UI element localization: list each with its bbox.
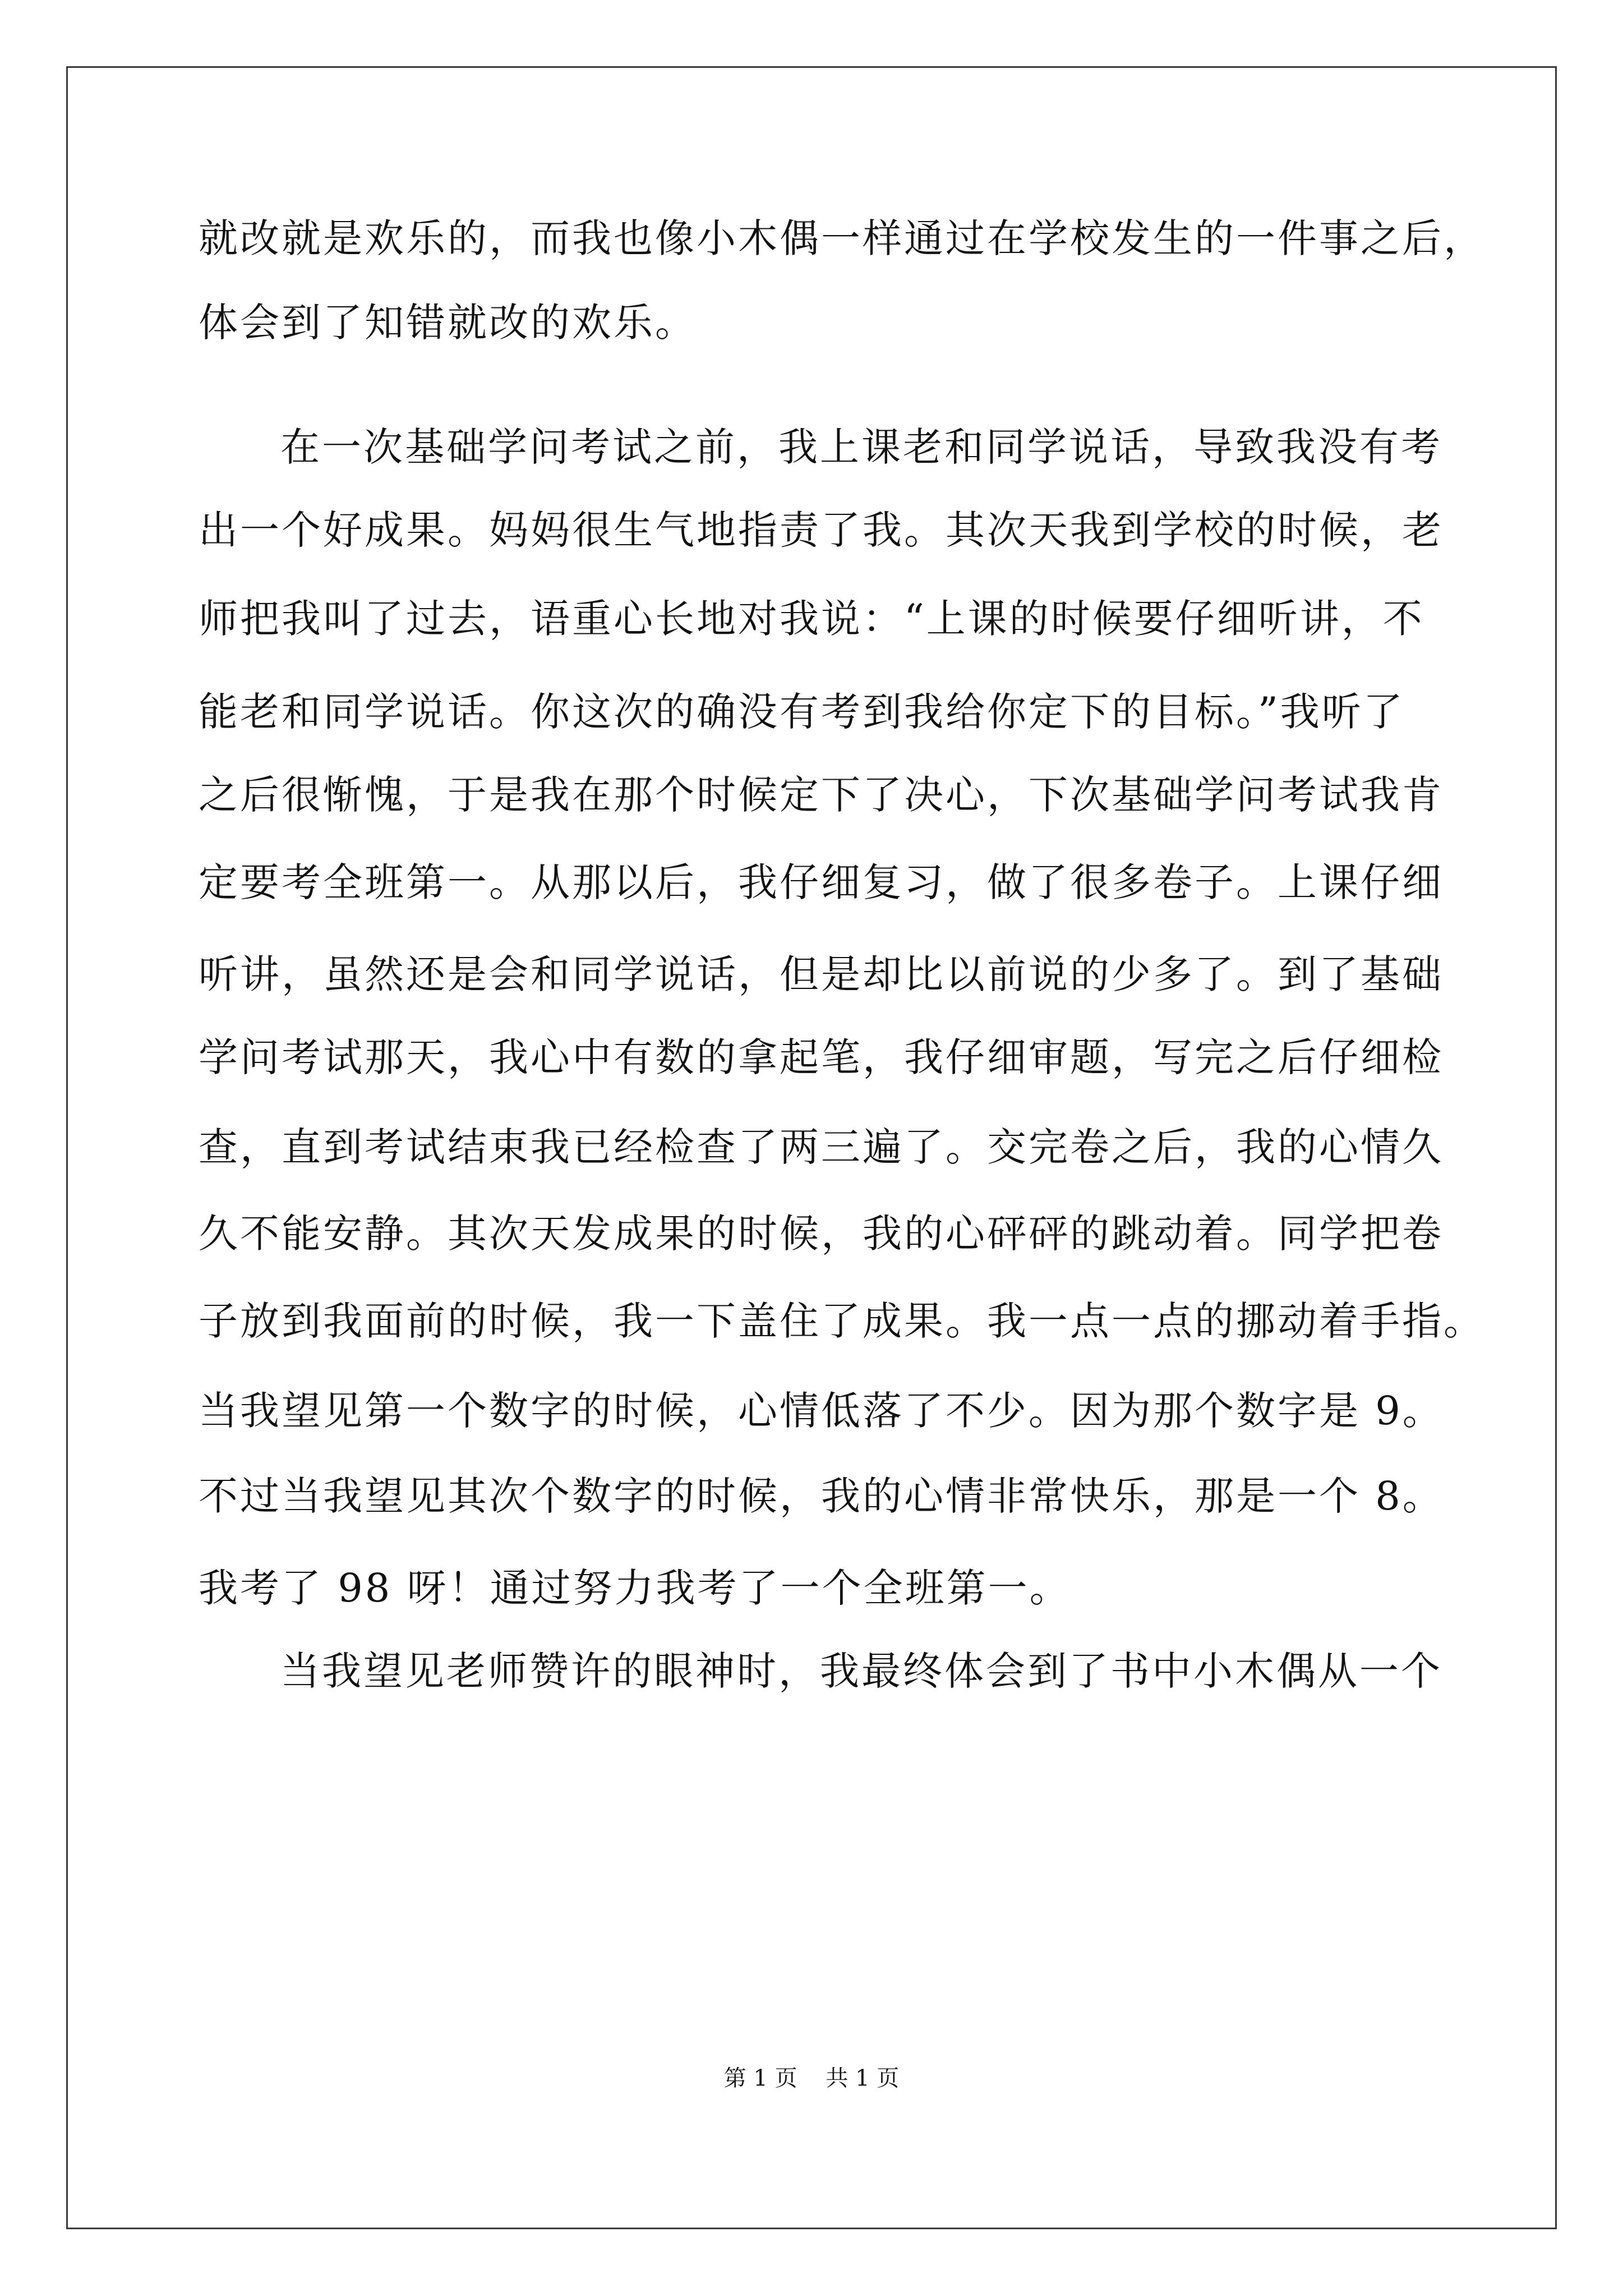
text-line: 师把我叫了过去，语重心长地对我说：“上课的时候要仔细听讲，不 xyxy=(199,596,1424,642)
text-line: 不过当我望见其次个数字的时候，我的心情非常快乐，那是一个 8。 xyxy=(199,1473,1444,1519)
text-line: 定要考全班第一。从那以后，我仔细复习，做了很多卷子。上课仔细 xyxy=(199,859,1444,905)
text-line: 出一个好成果。妈妈很生气地指责了我。其次天我到学校的时候，老 xyxy=(199,507,1444,553)
text-line: 能老和同学说话。你这次的确没有考到我给你定下的目标。”我听了 xyxy=(199,689,1405,735)
text-line: 体会到了知错就改的欢乐。 xyxy=(199,300,697,346)
text-line: 听讲，虽然还是会和同学说话，但是却比以前说的少多了。到了基础 xyxy=(199,951,1444,997)
paragraph-start-line: 当我望见老师赞许的眼神时，我最终体会到了书中小木偶从一个 xyxy=(280,1648,1442,1694)
text-line: 我考了 98 呀！通过努力我考了一个全班第一。 xyxy=(199,1565,1071,1611)
text-line: 学问考试那天，我心中有数的拿起笔，我仔细审题，写完之后仔细检 xyxy=(199,1034,1444,1080)
text-line: 当我望见第一个数字的时候，心情低落了不少。因为那个数字是 9。 xyxy=(199,1388,1444,1434)
text-line: 查，直到考试结束我已经检查了两三遍了。交完卷之后，我的心情久 xyxy=(199,1124,1444,1170)
text-line: 就改就是欢乐的，而我也像小木偶一样通过在学校发生的一件事之后， xyxy=(199,215,1485,261)
page-number-footer: 第 1 页 共 1 页 xyxy=(723,2065,900,2091)
text-line: 之后很惭愧，于是我在那个时候定下了决心，下次基础学问考试我肯 xyxy=(199,772,1444,818)
text-line: 子放到我面前的时候，我一下盖住了成果。我一点一点的挪动着手指。 xyxy=(199,1298,1485,1344)
paragraph-start-line: 在一次基础学问考试之前，我上课老和同学说话，导致我没有考 xyxy=(280,424,1442,470)
text-line: 久不能安静。其次天发成果的时候，我的心砰砰的跳动着。同学把卷 xyxy=(199,1211,1444,1257)
